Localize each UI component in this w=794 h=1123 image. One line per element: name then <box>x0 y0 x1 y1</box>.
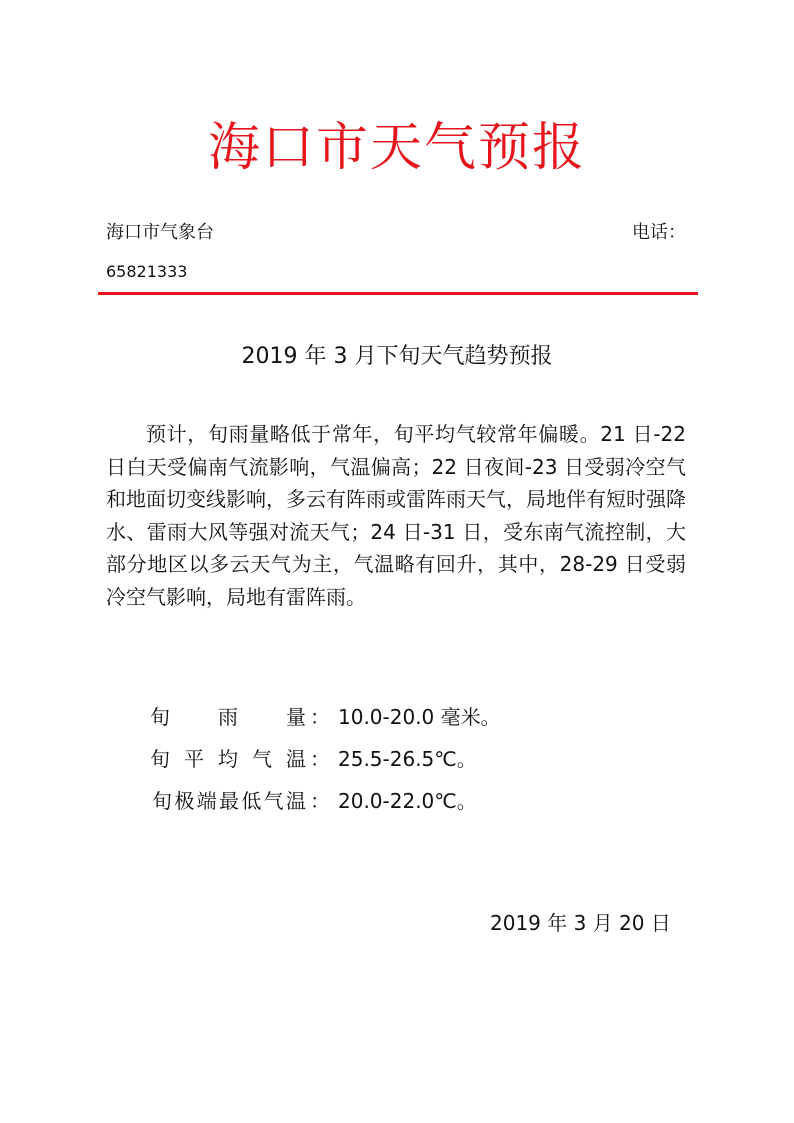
stat-label-char: 低 <box>241 789 262 813</box>
phone-number: 65821333 <box>106 262 188 281</box>
stat-colon: ： <box>310 747 330 771</box>
stat-label-char: 平 <box>184 747 204 771</box>
stat-value-min-temp: 20.0-22.0℃。 <box>338 789 477 813</box>
stat-value-rainfall: 10.0-20.0 毫米。 <box>338 705 501 729</box>
stat-label-char: 雨 <box>218 705 238 729</box>
phone-label: 电话： <box>632 222 686 243</box>
stat-colon: ： <box>310 705 330 729</box>
agency-name: 海口市气象台 <box>106 222 214 243</box>
forecast-paragraph: 预计，旬雨量略低于常年，旬平均气较常年偏暖。21 日-22 日白天受偏南气流影响，气温偏高；22 日夜间-23 日受弱冷空气和地面切变线影响，多云有阵雨或雷阵雨天气，局地伴有短时强降水、雷雨大风等强对流天气；24 日-31 日，受东南气流控制，大部分地区以多云天气为主，气温略有回升，其中，28-29 日受弱冷空气影响，局地有雷阵雨。 <box>106 422 686 609</box>
header-divider <box>98 292 698 295</box>
stat-row-min-temp <box>152 786 572 816</box>
stat-label-rainfall <box>150 702 306 732</box>
stat-label-char: 气 <box>252 747 272 771</box>
stat-label-char: 旬 <box>150 705 170 729</box>
stat-label-char: 均 <box>218 747 238 771</box>
stat-label-char: 温 <box>285 789 306 813</box>
stat-label-min-temp <box>152 786 306 816</box>
stat-label-char: 旬 <box>152 789 172 813</box>
stat-label-char: 旬 <box>150 747 170 771</box>
stat-label-char: 量 <box>286 705 306 729</box>
stat-colon: ： <box>310 789 330 813</box>
page-title: 海口市天气预报 <box>207 118 586 178</box>
stat-label-char: 极 <box>174 789 195 813</box>
stat-label-avg-temp <box>150 744 306 774</box>
stat-row-avg-temp <box>150 744 570 774</box>
stat-label-char: 端 <box>196 789 217 813</box>
stat-label-char: 最 <box>218 789 239 813</box>
report-subtitle: 2019 年 3 月下旬天气趋势预报 <box>241 344 553 369</box>
stat-value-avg-temp: 25.5-26.5℃。 <box>338 747 477 771</box>
stat-row-rainfall <box>150 702 570 732</box>
stat-label-char: 气 <box>263 789 284 813</box>
issue-date: 2019 年 3 月 20 日 <box>490 911 671 935</box>
stat-label-char: 温 <box>286 747 306 771</box>
